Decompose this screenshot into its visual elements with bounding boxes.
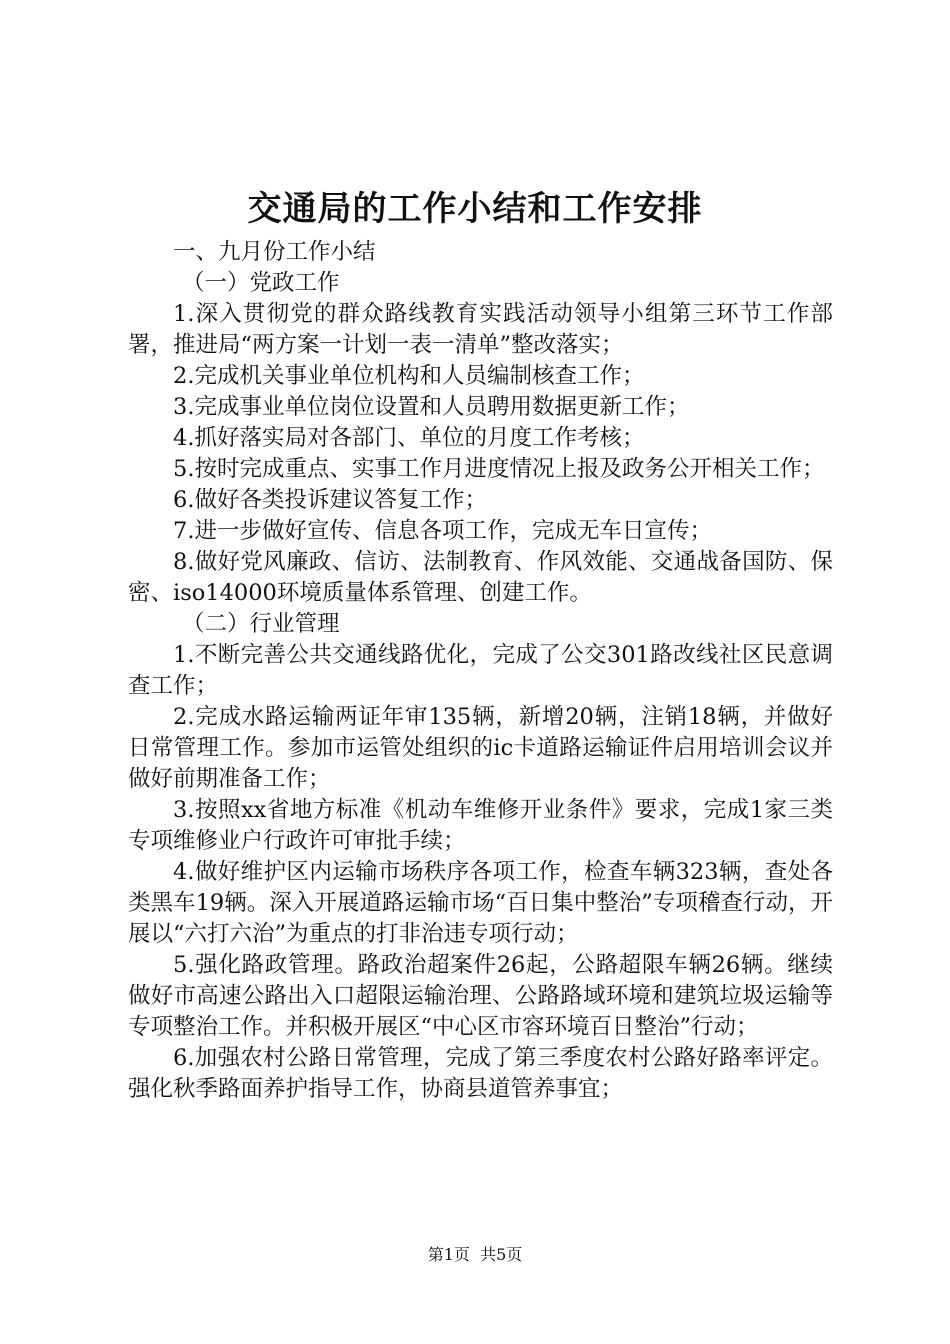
document-body [128,237,833,1105]
subsection-heading-industry-management: （二）行业管理 [182,611,340,637]
paragraph: 5.按时完成重点、实事工作月进度情况上报及政务公开相关工作； [173,456,825,482]
section-heading-1: 一、九月份工作小结 [173,239,376,265]
paragraph: 4.抓好落实局对各部门、单位的月度工作考核； [173,425,645,451]
page-number: 第1页 [427,1245,470,1264]
paragraph: 3.按照xx省地方标准《机动车维修开业条件》要求，完成1家三类专项维修业户行政许可审批手续； [128,797,833,854]
paragraph: 2.完成水路运输两证年审135辆，新增20辆，注销18辆，并做好日常管理工作。参加市运管处组织的ic卡道路运输证件启用培训会议并做好前期准备工作； [128,704,833,792]
paragraph: 4.做好维护区内运输市场秩序各项工作，检查车辆323辆，查处各类黑车19辆。深入开展道路运输市场“百日集中整治”专项稽查行动，开展以“六打六治”为重点的打非治违专项行动； [128,859,833,947]
subsection-heading-party-work: （一）党政工作 [182,270,340,296]
document-title: 交通局的工作小结和工作安排 [247,189,703,229]
paragraph: 8.做好党风廉政、信访、法制教育、作风效能、交通战备国防、保密、iso14000环境质量体系管理、创建工作。 [128,549,833,606]
paragraph: 1.深入贯彻党的群众路线教育实践活动领导小组第三环节工作部署，推进局“两方案一计划一表一清单”整改落实； [128,301,833,358]
paragraph: 3.完成事业单位岗位设置和人员聘用数据更新工作； [173,394,690,420]
paragraph: 5.强化路政管理。路政治超案件26起，公路超限车辆26辆。继续做好市高速公路出入口超限运输治理、公路路域环境和建筑垃圾运输等专项整治工作。并积极开展区“中心区市容环境百日整治”行动； [128,952,833,1040]
paragraph: 6.加强农村公路日常管理，完成了第三季度农村公路好路率评定。强化秋季路面养护指导工作，协商县道管养事宜； [128,1045,833,1102]
paragraph: 1.不断完善公共交通线路优化，完成了公交301路改线社区民意调查工作； [128,642,833,699]
page-footer [0,1244,950,1266]
paragraph: 6.做好各类投诉建议答复工作； [173,487,487,513]
paragraph: 7.进一步做好宣传、信息各项工作，完成无车日宣传； [173,518,712,544]
paragraph: 2.完成机关事业单位机构和人员编制核查工作； [173,363,645,389]
page-total: 共5页 [480,1245,523,1264]
